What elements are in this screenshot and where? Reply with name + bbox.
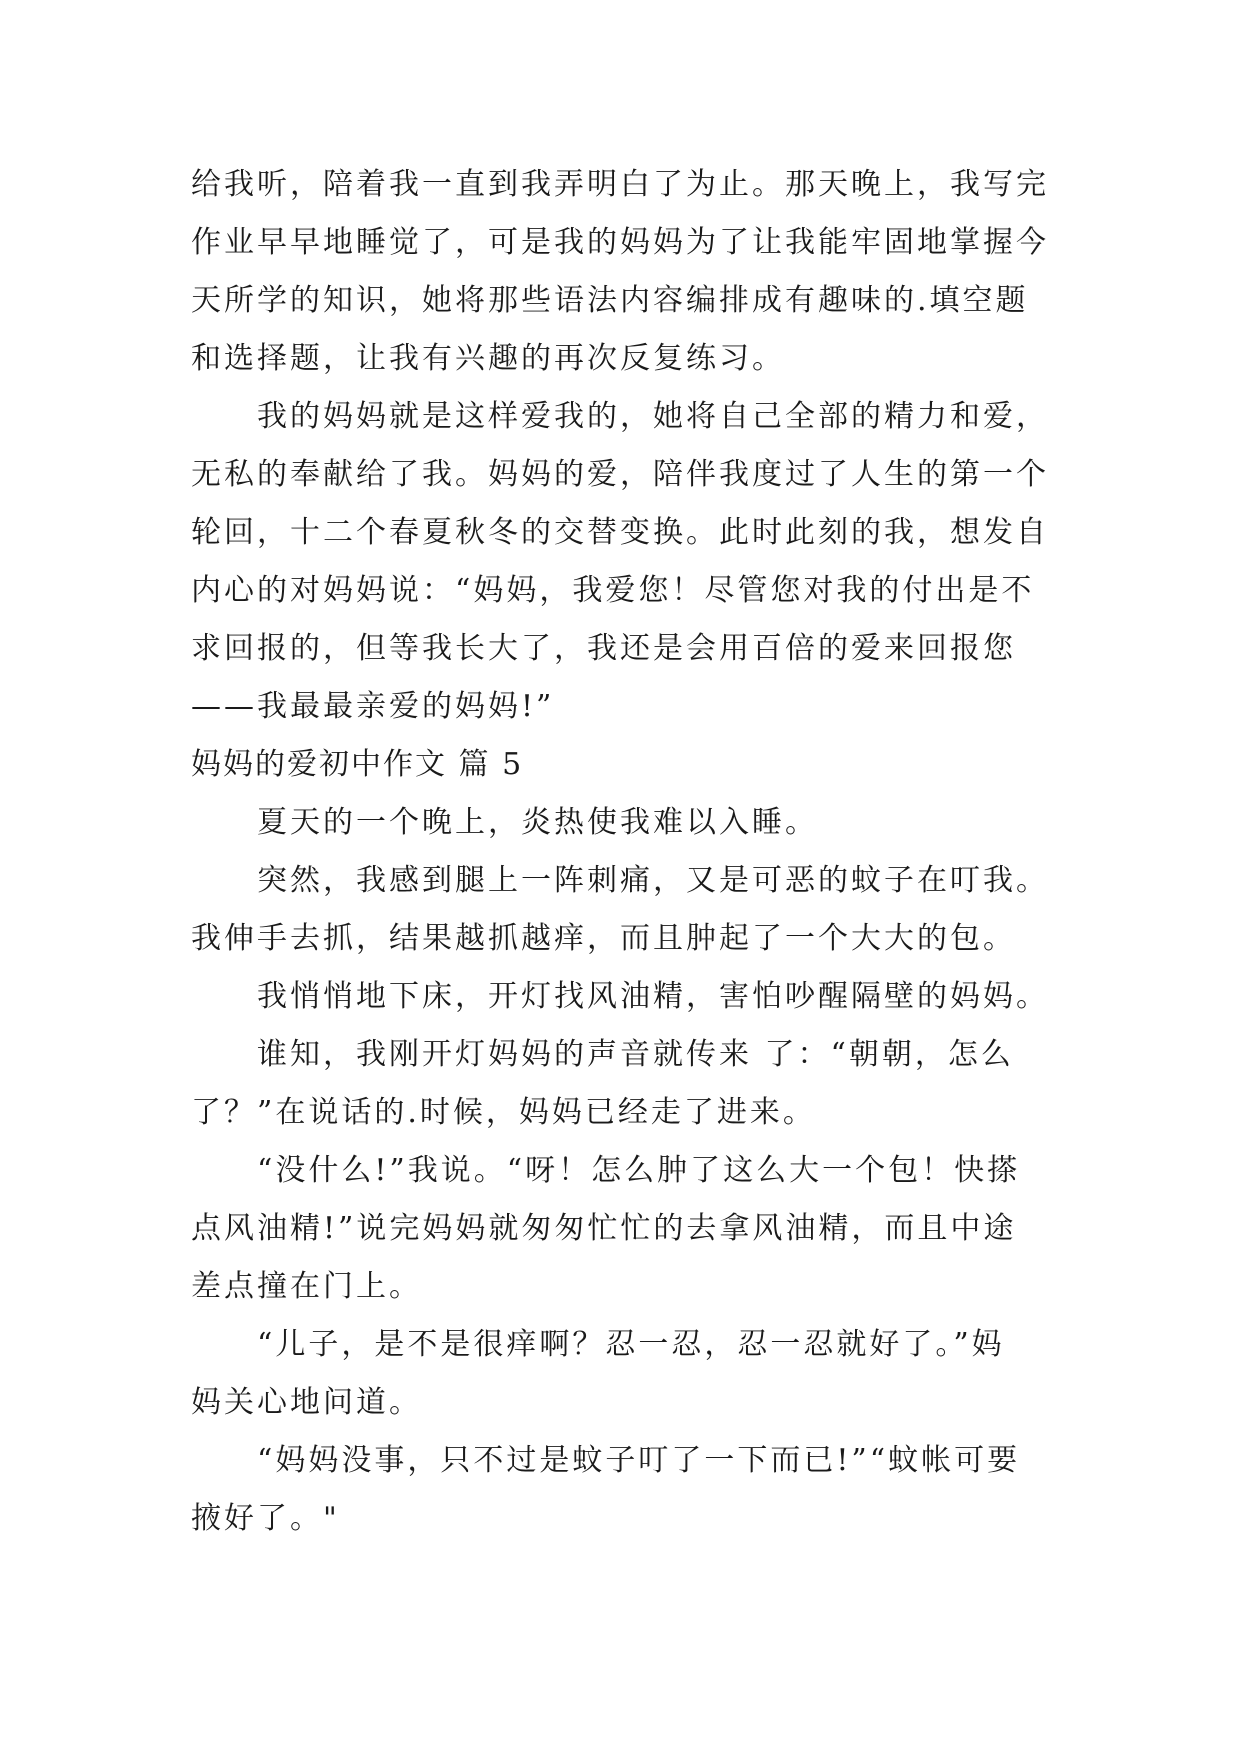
text-line: 作业早早地睡觉了，可是我的妈妈为了让我能牢固地掌握今	[191, 225, 1049, 260]
text-line: 给我听，陪着我一直到我弄明白了为止。那天晚上，我写完	[191, 167, 1049, 202]
paragraph-first-line: “妈妈没事，只不过是蚊子叮了一下而已!”“蚊帐可要	[257, 1443, 1021, 1478]
paragraph-first-line: 我悄悄地下床，开灯找风油精，害怕吵醒隔壁的妈妈。	[257, 979, 1049, 1014]
text-line: 妈关心地问道。	[191, 1385, 422, 1420]
paragraph-first-line: 突然，我感到腿上一阵刺痛，又是可恶的蚊子在叮我。	[257, 863, 1049, 898]
text-line: 轮回，十二个春夏秋冬的交替变换。此时此刻的我，想发自	[191, 515, 1049, 550]
paragraph-first-line: 谁知，我刚开灯妈妈的声音就传来 了：“朝朝，怎么	[257, 1037, 1014, 1072]
text-line: 内心的对妈妈说：“妈妈，我爱您！尽管您对我的付出是不	[191, 573, 1035, 608]
text-line: 掖好了。"	[191, 1501, 340, 1536]
paragraph-first-line: “儿子，是不是很痒啊？忍一忍，忍一忍就好了。”妈	[257, 1327, 1005, 1362]
text-line: 和选择题，让我有兴趣的再次反复练习。	[191, 341, 785, 376]
paragraph-first-line: 我的妈妈就是这样爱我的，她将自己全部的精力和爱，	[257, 399, 1049, 434]
text-line: 求回报的，但等我长大了，我还是会用百倍的爱来回报您	[191, 631, 1016, 666]
text-line: 了？”在说话的.时候，妈妈已经走了进来。	[191, 1095, 816, 1130]
text-line: 天所学的知识，她将那些语法内容编排成有趣味的.填空题	[191, 283, 1029, 318]
text-line: 差点撞在门上。	[191, 1269, 422, 1304]
text-line: 我伸手去抓，结果越抓越痒，而且肿起了一个大大的包。	[191, 921, 1016, 956]
text-line: 无私的奉献给了我。妈妈的爱，陪伴我度过了人生的第一个	[191, 457, 1049, 492]
paragraph-first-line: “没什么!”我说。“呀！怎么肿了这么大一个包！快搽	[257, 1153, 1021, 1188]
section-heading: 妈妈的爱初中作文 篇 5	[191, 747, 524, 782]
paragraph-first-line: 夏天的一个晚上，炎热使我难以入睡。	[257, 805, 818, 840]
document-page	[191, 156, 1061, 1548]
text-line: 点风油精!”说完妈妈就匆匆忙忙的去拿风油精，而且中途	[191, 1211, 1017, 1246]
text-line: ——我最最亲爱的妈妈!”	[191, 689, 555, 724]
